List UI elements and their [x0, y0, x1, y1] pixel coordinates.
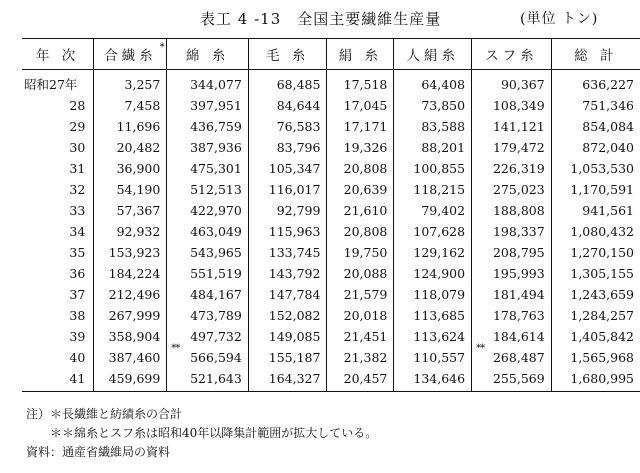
- table-row: [22, 95, 640, 116]
- cell-synthetic: 459,699: [94, 368, 167, 392]
- cell-staple: 226,319: [472, 158, 552, 179]
- footnote-1: 注）＊長繊維と紡績糸の合計: [26, 407, 183, 421]
- cell-synthetic: 212,496: [94, 284, 167, 305]
- cell-rayon: 118,215: [394, 179, 472, 200]
- cell-silk: 20,018: [327, 305, 394, 326]
- cell-wool: 116,017: [248, 179, 327, 200]
- cell-staple: 181,494: [472, 284, 552, 305]
- cell-synthetic: 267,999: [94, 305, 167, 326]
- cell-wool: 149,085: [248, 326, 327, 347]
- col-header-year: 年 次: [22, 39, 94, 70]
- cell-year: 34: [69, 224, 86, 239]
- cell-silk: 20,457: [327, 368, 394, 392]
- unit-label: (単位 トン): [520, 11, 599, 27]
- cell-year: 41: [22, 368, 94, 392]
- table-row: [22, 305, 640, 326]
- cell-silk: 17,171: [327, 116, 394, 137]
- cell-staple: 90,367: [472, 70, 552, 96]
- cell-staple: 179,472: [472, 137, 552, 158]
- cell-synthetic: 153,923: [94, 242, 167, 263]
- cell-year: 32: [69, 182, 86, 197]
- cell-wool: 133,745: [248, 242, 327, 263]
- cell-staple: 184,614: [472, 326, 552, 347]
- cell-staple: 275,023: [472, 179, 552, 200]
- table-row: [22, 242, 640, 263]
- cell-rayon: 113,685: [394, 305, 472, 326]
- staple-mark: **: [476, 343, 485, 354]
- cell-silk: 21,579: [327, 284, 394, 305]
- table-title: 表工 4 -13 全国主要繊維生産量: [200, 10, 442, 28]
- cell-rayon: 64,408: [394, 70, 472, 96]
- cell-silk: 17,045: [327, 95, 394, 116]
- cell-staple: 178,763: [472, 305, 552, 326]
- cell-total: 1,284,257: [551, 305, 640, 326]
- cell-year: 40: [69, 350, 86, 365]
- cell-wool: 68,485: [248, 70, 327, 96]
- table-row: [22, 137, 640, 158]
- cell-cotton: 543,965: [167, 242, 248, 263]
- col-header-synthetic-label: 合繊糸: [104, 48, 157, 64]
- cell-cotton: 521,643: [167, 368, 248, 392]
- cell-synthetic: 184,224: [94, 263, 167, 284]
- cell-year: 35: [69, 245, 86, 260]
- cell-synthetic: 3,257: [94, 70, 167, 96]
- cell-rayon: 110,557: [394, 347, 472, 368]
- cell-cotton: 497,732: [167, 326, 248, 347]
- cell-rayon: 134,646: [394, 368, 472, 392]
- cell-wool: 76,583: [248, 116, 327, 137]
- cell-cotton: 436,759: [167, 116, 248, 137]
- cell-synthetic: 54,190: [94, 179, 167, 200]
- cell-total: 1,680,995: [551, 368, 640, 392]
- cell-year: 38: [69, 308, 86, 323]
- col-header-staple: スフ糸: [472, 39, 552, 70]
- cell-total: 751,346: [551, 95, 640, 116]
- cell-cotton: 344,077: [167, 70, 248, 96]
- cell-staple: 198,337: [472, 221, 552, 242]
- cell-rayon: 129,162: [394, 242, 472, 263]
- footnotes: [26, 405, 377, 462]
- cell-year: 39: [69, 329, 86, 344]
- cell-year: 昭和27年: [24, 77, 78, 92]
- cell-rayon: 79,402: [394, 200, 472, 221]
- table-row: [22, 263, 640, 284]
- cell-cotton: 473,789: [167, 305, 248, 326]
- table-row: [22, 158, 640, 179]
- cell-wool: 152,082: [248, 305, 327, 326]
- col-header-rayon: 人絹糸: [394, 39, 472, 70]
- cell-wool: 147,784: [248, 284, 327, 305]
- table-row: [22, 326, 640, 347]
- cell-staple: 268,487 **: [472, 347, 552, 368]
- cell-cotton: 463,049: [167, 221, 248, 242]
- cell-total: 941,561: [551, 200, 640, 221]
- cell-staple: 195,993: [472, 263, 552, 284]
- cell-silk: 21,610: [327, 200, 394, 221]
- cell-wool: 115,963: [248, 221, 327, 242]
- cell-rayon: 118,079: [394, 284, 472, 305]
- cell-cotton: 551,519: [167, 263, 248, 284]
- cell-synthetic: 7,458: [94, 95, 167, 116]
- source-note: 資料：通産省繊維局の資料: [26, 445, 171, 459]
- cell-silk: 19,326: [327, 137, 394, 158]
- cell-silk: 17,518: [327, 70, 394, 96]
- cell-cotton: 397,951: [167, 95, 248, 116]
- cell-cotton: 475,301: [167, 158, 248, 179]
- cell-silk: 20,088: [327, 263, 394, 284]
- table-row: [22, 70, 640, 96]
- cell-total: 636,227: [551, 70, 640, 96]
- cell-wool: 84,644: [248, 95, 327, 116]
- cell-rayon: 73,850: [394, 95, 472, 116]
- cell-year: 33: [69, 203, 86, 218]
- cell-total: 1,243,659: [551, 284, 640, 305]
- cell-year: 28: [69, 98, 86, 113]
- cell-total: 1,053,530: [551, 158, 640, 179]
- cell-synthetic: 20,482: [94, 137, 167, 158]
- cell-year: 29: [69, 119, 86, 134]
- cell-silk: 20,808: [327, 221, 394, 242]
- cell-silk: 19,750: [327, 242, 394, 263]
- col-header-wool: 毛 糸: [248, 39, 327, 70]
- cell-staple: 108,349: [472, 95, 552, 116]
- cell-year: 30: [69, 140, 86, 155]
- header-row: [22, 39, 640, 70]
- table-row: [22, 368, 640, 392]
- cell-wool: 143,792: [248, 263, 327, 284]
- cell-staple: 255,569: [472, 368, 552, 392]
- cell-synthetic: 11,696: [94, 116, 167, 137]
- cell-rayon: 113,624: [394, 326, 472, 347]
- cell-cotton: 512,513: [167, 179, 248, 200]
- cell-total: 1,270,150: [551, 242, 640, 263]
- cell-cotton: 387,936: [167, 137, 248, 158]
- cell-wool: 92,799: [248, 200, 327, 221]
- cell-total: 872,040: [551, 137, 640, 158]
- cell-silk: 21,451: [327, 326, 394, 347]
- table-row: [22, 179, 640, 200]
- cell-wool: 155,187: [248, 347, 327, 368]
- cell-staple: 188,808: [472, 200, 552, 221]
- cell-rayon: 107,628: [394, 221, 472, 242]
- cell-wool: 83,796: [248, 137, 327, 158]
- cotton-mark: **: [171, 343, 180, 354]
- cell-year: 31: [69, 161, 86, 176]
- cell-wool: 105,347: [248, 158, 327, 179]
- production-table: [22, 38, 640, 392]
- cell-rayon: 124,900: [394, 263, 472, 284]
- cell-total: 1,405,842: [551, 326, 640, 347]
- table-title-bar: [0, 8, 640, 30]
- cell-synthetic: 36,900: [94, 158, 167, 179]
- cell-total: 854,084: [551, 116, 640, 137]
- cell-silk: 20,808: [327, 158, 394, 179]
- cell-year: 36: [69, 266, 86, 281]
- cell-year: 37: [69, 287, 86, 302]
- cell-cotton: 566,594 **: [167, 347, 248, 368]
- cell-total: 1,305,155: [551, 263, 640, 284]
- cell-wool: 164,327: [248, 368, 327, 392]
- cell-rayon: 88,201: [394, 137, 472, 158]
- cell-cotton: 422,970: [167, 200, 248, 221]
- cell-total: 1,170,591: [551, 179, 640, 200]
- table-row: [22, 200, 640, 221]
- footnote-2: ＊＊綿糸とスフ糸は昭和40年以降集計範囲が拡大している。: [26, 426, 378, 440]
- table-row: [22, 221, 640, 242]
- col-header-synthetic: [94, 39, 167, 70]
- col-header-silk: 絹 糸: [327, 39, 394, 70]
- cell-rayon: 83,588: [394, 116, 472, 137]
- cell-synthetic: 358,904: [94, 326, 167, 347]
- cell-staple: 208,795: [472, 242, 552, 263]
- col-header-cotton: 綿 糸: [167, 39, 248, 70]
- cell-synthetic: 387,460: [94, 347, 167, 368]
- cell-staple: 141,121: [472, 116, 552, 137]
- footnote-mark: *: [159, 42, 165, 53]
- table-row: [22, 116, 640, 137]
- col-header-total: 総 計: [551, 39, 640, 70]
- cell-silk: 21,382: [327, 347, 394, 368]
- cell-silk: 20,639: [327, 179, 394, 200]
- cell-cotton: 484,167: [167, 284, 248, 305]
- cell-synthetic: 57,367: [94, 200, 167, 221]
- cell-synthetic: 92,932: [94, 221, 167, 242]
- cell-total: 1,565,968: [551, 347, 640, 368]
- cell-total: 1,080,432: [551, 221, 640, 242]
- table-row: [22, 284, 640, 305]
- cell-rayon: 100,855: [394, 158, 472, 179]
- table-row: [22, 347, 640, 368]
